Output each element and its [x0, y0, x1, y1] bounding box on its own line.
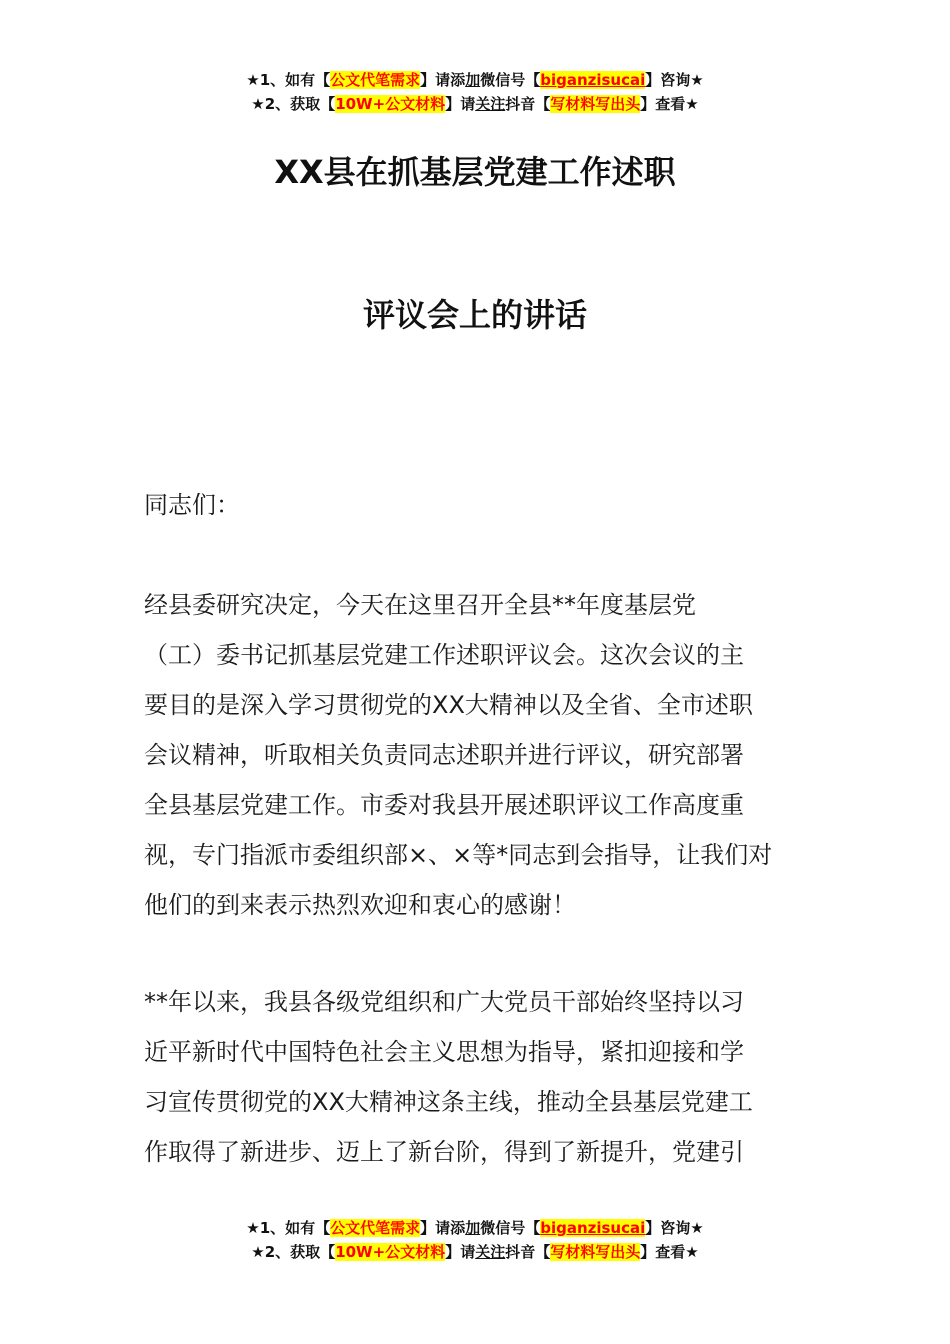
banner-line-2-mid2: 抖音【 — [505, 95, 551, 113]
banner-line-2 — [0, 1240, 950, 1264]
banner-line-1-prefix: ★1、如有【 — [246, 1219, 331, 1237]
banner-line-1-prefix: ★1、如有【 — [246, 71, 331, 89]
paragraph-2-line: 习宣传贯彻党的XX大精神这条主线，推动全县基层党建工 — [144, 1088, 753, 1116]
paragraph-1 — [144, 580, 809, 930]
banner-line-1-mid: 】请添 — [420, 1219, 466, 1237]
banner-highlight-service: 公文代笔需求 — [330, 71, 421, 89]
banner-line-1-suffix: 】咨询★ — [645, 71, 704, 89]
banner-douyin-account: 写材料写出头 — [550, 1243, 641, 1261]
banner-line-1 — [0, 1216, 950, 1240]
banner-line-2-suffix: 】查看★ — [640, 1243, 699, 1261]
salutation: 同志们： — [144, 491, 240, 519]
banner-douyin-account: 写材料写出头 — [550, 95, 641, 113]
paragraph-2-line: **年以来，我县各级党组织和广大党员干部始终坚持以习 — [144, 988, 744, 1016]
banner-highlight-service: 公文代笔需求 — [330, 1219, 421, 1237]
banner-line-2-suffix: 】查看★ — [640, 95, 699, 113]
banner-line-1-emph: 加 — [465, 1219, 481, 1237]
document-title-line-1: XX县在抓基层党建工作述职 — [274, 153, 676, 191]
footer-banner — [0, 1216, 950, 1264]
banner-highlight-materials: 10W+公文材料 — [335, 1243, 446, 1261]
paragraph-1-line: 经县委研究决定，今天在这里召开全县**年度基层党 — [144, 591, 696, 619]
document-title-line-2: 评议会上的讲话 — [362, 296, 587, 334]
banner-wechat-id: biganzisucai — [540, 1219, 646, 1237]
banner-line-2-mid: 】请 — [445, 95, 476, 113]
banner-highlight-materials: 10W+公文材料 — [335, 95, 446, 113]
paragraph-2 — [144, 977, 809, 1177]
paragraph-2-line: 近平新时代中国特色社会主义思想为指导，紧扣迎接和学 — [144, 1038, 744, 1066]
paragraph-1-line: （工）委书记抓基层党建工作述职评议会。这次会议的主 — [144, 641, 744, 669]
paragraph-2-line: 作取得了新进步、迈上了新台阶，得到了新提升，党建引 — [144, 1138, 744, 1166]
banner-line-2-emph: 关注 — [475, 95, 506, 113]
banner-line-2-mid2: 抖音【 — [505, 1243, 551, 1261]
paragraph-1-line: 要目的是深入学习贯彻党的XX大精神以及全省、全市述职 — [144, 691, 753, 719]
header-banner — [0, 68, 950, 116]
paragraph-1-line: 视，专门指派市委组织部×、×等*同志到会指导，让我们对 — [144, 841, 773, 869]
banner-line-2-prefix: ★2、获取【 — [251, 95, 336, 113]
banner-line-1-mid2: 微信号【 — [480, 71, 541, 89]
banner-line-1-mid: 】请添 — [420, 71, 466, 89]
paragraph-1-line: 会议精神，听取相关负责同志述职并进行评议，研究部署 — [144, 741, 744, 769]
banner-line-1-mid2: 微信号【 — [480, 1219, 541, 1237]
banner-line-1 — [0, 68, 950, 92]
banner-line-1-emph: 加 — [465, 71, 481, 89]
banner-wechat-id: biganzisucai — [540, 71, 646, 89]
banner-line-2-emph: 关注 — [475, 1243, 506, 1261]
banner-line-2 — [0, 92, 950, 116]
banner-line-2-prefix: ★2、获取【 — [251, 1243, 336, 1261]
paragraph-1-line: 他们的到来表示热烈欢迎和衷心的感谢！ — [144, 891, 576, 919]
banner-line-1-suffix: 】咨询★ — [645, 1219, 704, 1237]
paragraph-1-line: 全县基层党建工作。市委对我县开展述职评议工作高度重 — [144, 791, 744, 819]
banner-line-2-mid: 】请 — [445, 1243, 476, 1261]
